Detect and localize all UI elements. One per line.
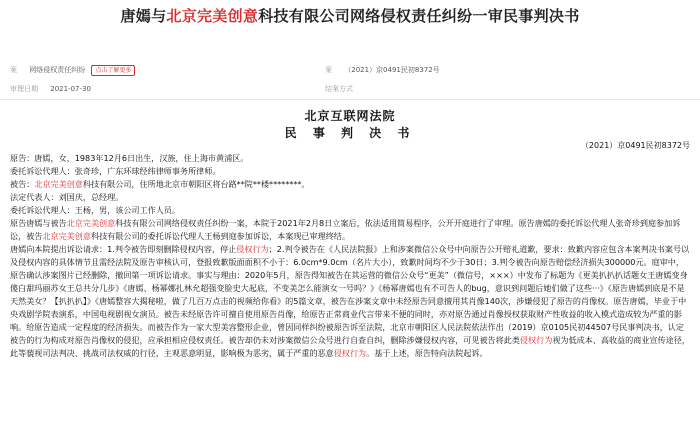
- closing-label: 结案方式: [325, 85, 353, 93]
- defendant-legal-rep: 法定代表人：刘国庆，总经理。: [10, 192, 124, 202]
- cause-value: 网络侵权责任纠纷: [29, 66, 86, 74]
- closing-row: [325, 84, 363, 94]
- court-name: 北京互联网法院: [304, 109, 396, 123]
- party-plaintiff-agent: 委托诉讼代理人：张奇珍，广东环球经纬律师事务所律师。: [10, 166, 221, 176]
- keyword-link[interactable]: 侵权行为: [519, 335, 553, 345]
- claims-paragraph: 唐嫣向本院提出诉讼请求：1.判令被告即刻删除侵权内容，停止侵权行为；2.判令被告在《人民法院报》上和涉案微信公众号中向原告公开赔礼道歉，要求：致歉内容应包含本案判决书案号以及侵权内容的具体情节且需经法院及原告审核认可，登报致歉版面面积不小于：6.0cm*9.0cm（名片大小），致歉时间均不少于30日；3.判令被告向原告赔偿经济损失300000元。庭审中，原告确认涉案图片已经删除，撤回第一项诉讼请求。事实与理由：2020年5月，原告得知被告在其运营的微信公众号“更美”（微信号，×××）中发布了标题为《更美扒扒扒话题女王唐嫣变身傻白甜玛丽苏女王总共分几步》《唐嫣、杨幂娜扎林允超强变脸史大起底，不变美怎么能演女一号吗？》《杨幂唐嫣也有不可告人的bug，意识到问题后她们做了这些···》《原告唐嫣到底是不是天然美女？【扒扒扒】》《唐嫣整容大揭秘啦，做了几百万点击的视频给你看》的5篇文章，被告在涉案文章中未经原告同意擅用其肖像140次，涉嫌侵犯了原告的肖像权。原告唐嫣，毕业于中央戏剧学院表演系，中国电视剧视女演员。被告未经原告许可擅自使用原告肖像，给原告正常商业代言带来不便的同时，亦对原告通过肖像授权获取财产性收益的收入模式造成较为严重的影响。给原告造成一定程度的经济损失。而被告作为一家大型美容整形企业，曾因同样纠纷被原告诉至法院，北京市朝阳区人民法院依法作出（2019）京0105民初44507号民事判决书，认定被告的行为构成对原告肖像权的侵犯，应承担相应侵权责任。被告却仍未对涉案微信公众号进行自查自纠，删除涉嫌侵权内容，可见被告将此类侵权行为视为低成本、高收益的商业宣传途径，此等藐视司法判决、挑战司法权威的行径，主观恶意明显，影响极为恶劣，属于严重的恶意侵权行为。基于上述，原告特向法院起诉。: [10, 244, 690, 358]
- title-suffix: 科技有限公司网络侵权责任纠纷一审民事判决书: [258, 7, 580, 25]
- defendant-link[interactable]: 北京完美创意: [34, 179, 83, 189]
- title-party-link[interactable]: 北京完美创意: [166, 7, 259, 25]
- cause-row: [10, 65, 135, 76]
- case-no-label: 案: [325, 66, 332, 74]
- trial-date-value: 2021-07-30: [50, 85, 91, 93]
- page-title: [0, 5, 700, 26]
- keyword-link[interactable]: 侵权行为: [333, 348, 367, 358]
- trial-date-label: 审理日期: [10, 85, 38, 93]
- divider: [0, 99, 700, 100]
- document-type: 民 事 判 决 书: [284, 126, 416, 140]
- title-prefix: 唐嫣与: [120, 7, 167, 25]
- party-plaintiff: 原告：唐嫣，女，1983年12月6日出生，汉族，住上海市黄浦区。: [10, 153, 249, 163]
- case-no-row: [325, 65, 440, 75]
- procedure-paragraph: 原告唐嫣与被告北京完美创意科技有限公司网络侵权责任纠纷一案，本院于2021年2月8日立案后，依法适用简易程序，公开开庭进行了审理。原告唐嫣的委托诉讼代理人张奇珍到庭参加诉讼，被告北京完美创意科技有限公司的委托诉讼代理人王杨到庭参加诉讼，本案现已审理终结。: [10, 218, 681, 241]
- defendant-agent: 委托诉讼代理人：王杨，男，该公司工作人员。: [10, 205, 180, 215]
- document-case-no: （2021）京0491民初8372号: [580, 141, 690, 150]
- learn-more-badge[interactable]: 点击了解更多: [91, 65, 135, 76]
- cause-label-prefix: 案: [10, 66, 17, 74]
- judgment-body: [10, 152, 690, 360]
- defendant-link[interactable]: 北京完美创意: [42, 231, 91, 241]
- keyword-link[interactable]: 侵权行为: [236, 244, 269, 254]
- trial-date-row: [10, 84, 91, 94]
- party-defendant: 被告：北京完美创意科技有限公司，住所地北京市朝阳区将台路**院**楼********。: [10, 179, 310, 189]
- case-no-value: （2021）京0491民初8372号: [344, 66, 440, 74]
- defendant-link[interactable]: 北京完美创意: [66, 218, 116, 228]
